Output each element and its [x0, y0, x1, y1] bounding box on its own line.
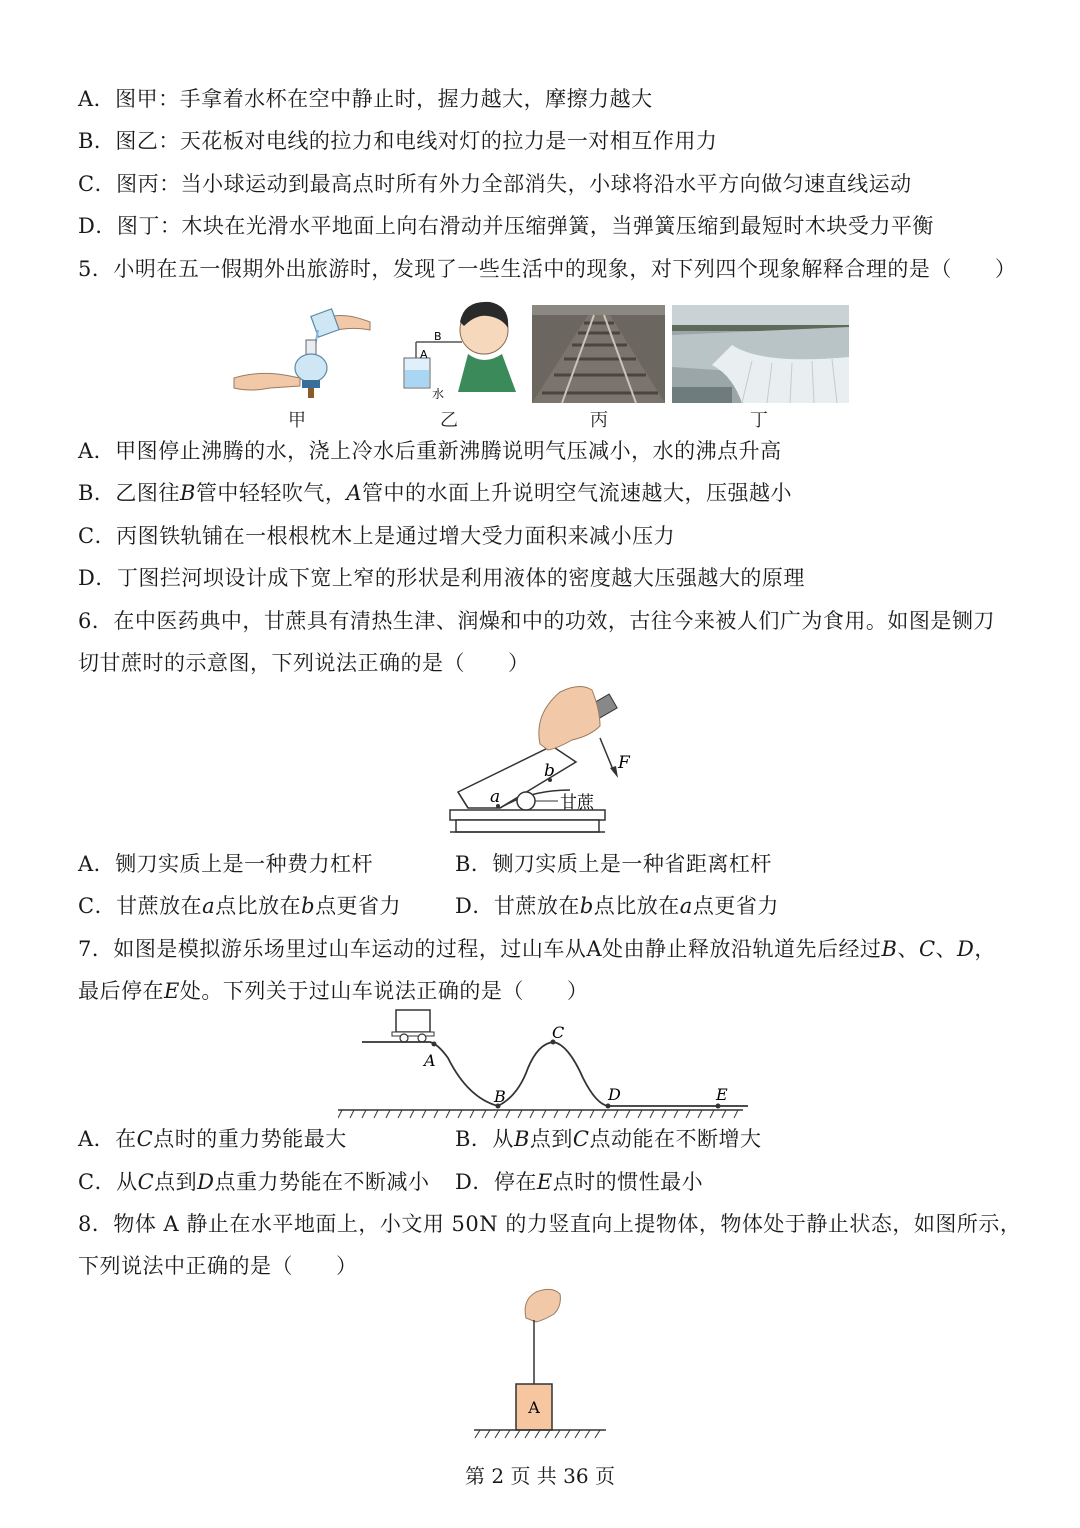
q7-figure-rollercoaster [338, 1008, 748, 1120]
q4-option-c: C．图丙：当小球运动到最高点时所有外力全部消失，小球将沿水平方向做匀速直线运动 [78, 172, 912, 196]
q6-fig-label-f: F [618, 753, 630, 773]
q6-fig-label-a: a [490, 787, 501, 807]
q5-photo-dam [672, 305, 849, 403]
q5-caption-bing: 丙 [590, 410, 608, 431]
q6-option-b: B．铡刀实质上是一种省距离杠杆 [455, 852, 772, 876]
q5-option-c: C．丙图铁轨铺在一根根枕木上是通过增大受力面积来减小压力 [78, 524, 676, 548]
q5-stem: 5．小明在五一假期外出旅游时，发现了一些生活中的现象，对下列四个现象解释合理的是（ ） [78, 257, 1017, 281]
q7-option-c: C．从C点到D点重力势能在不断减小 [78, 1170, 430, 1194]
q4-option-b: B．图乙：天花板对电线的拉力和电线对灯的拉力是一对相互作用力 [78, 129, 718, 153]
q7-option-b: B．从B点到C点动能在不断增大 [455, 1127, 762, 1151]
q5-figure-jia [230, 300, 380, 405]
q7-fig-label-c: C [552, 1023, 565, 1042]
q8-stem-line1: 8．物体 A 静止在水平地面上，小文用 50N 的力竖直向上提物体，物体处于静止状态，如图所示， [78, 1212, 1022, 1236]
q6-stem-line1: 6．在中医药典中，甘蔗具有清热生津、润燥和中的功效，古往今来被人们广为食用。如图是铡刀 [78, 609, 995, 633]
q8-stem-line2: 下列说法中正确的是（ ） [78, 1254, 358, 1278]
q7-fig-label-a: A [424, 1051, 436, 1070]
q6-figure-chopper [440, 680, 640, 845]
q6-option-a: A．铡刀实质上是一种费力杠杆 [78, 852, 374, 876]
q7-fig-label-d: D [608, 1085, 621, 1104]
q5-option-d: D．丁图拦河坝设计成下宽上窄的形状是利用液体的密度越大压强越大的原理 [78, 566, 805, 590]
q5-fig-label-water: 水 [432, 387, 445, 401]
q4-option-a: A．图甲：手拿着水杯在空中静止时，握力越大，摩擦力越大 [78, 87, 653, 111]
q4-option-d: D．图丁：木块在光滑水平地面上向右滑动并压缩弹簧，当弹簧压缩到最短时木块受力平衡 [78, 214, 934, 238]
q8-figure-block [470, 1288, 610, 1448]
q5-figure-yi [398, 292, 523, 407]
q7-fig-label-e: E [716, 1085, 728, 1104]
q5-caption-ding: 丁 [750, 410, 768, 431]
q6-fig-label-b: b [544, 761, 555, 781]
q5-option-b: B．乙图往B管中轻轻吹气，A管中的水面上升说明空气流速越大，压强越小 [78, 481, 793, 505]
q5-caption-yi: 乙 [440, 410, 458, 431]
page-footer: 第 2 页 共 36 页 [465, 1464, 615, 1488]
q7-option-a: A．在C点时的重力势能最大 [78, 1127, 347, 1151]
q6-option-c: C．甘蔗放在a点比放在b点更省力 [78, 894, 402, 918]
q7-fig-label-b: B [494, 1087, 506, 1106]
q5-option-a: A．甲图停止沸腾的水，浇上冷水后重新沸腾说明气压减小，水的沸点升高 [78, 439, 782, 463]
q6-stem-line2: 切甘蔗时的示意图，下列说法正确的是（ ） [78, 651, 530, 675]
q7-option-d: D．停在E点时的惯性最小 [455, 1170, 704, 1194]
q7-stem-line2: 最后停在E处。下列关于过山车说法正确的是（ ） [78, 979, 589, 1003]
q5-photo-railway [532, 305, 665, 403]
q6-option-d: D．甘蔗放在b点比放在a点更省力 [455, 894, 779, 918]
q7-stem-line1: 7．如图是模拟游乐场里过山车运动的过程，过山车从A处由静止释放沿轨道先后经过B、C、D， [78, 937, 996, 961]
q5-fig-label-a: A [420, 348, 428, 361]
q5-fig-label-b: B [434, 330, 442, 343]
q5-caption-jia: 甲 [288, 410, 306, 431]
q6-fig-label-cane: 甘蔗 [560, 793, 594, 813]
q8-block-label: A [528, 1398, 540, 1417]
